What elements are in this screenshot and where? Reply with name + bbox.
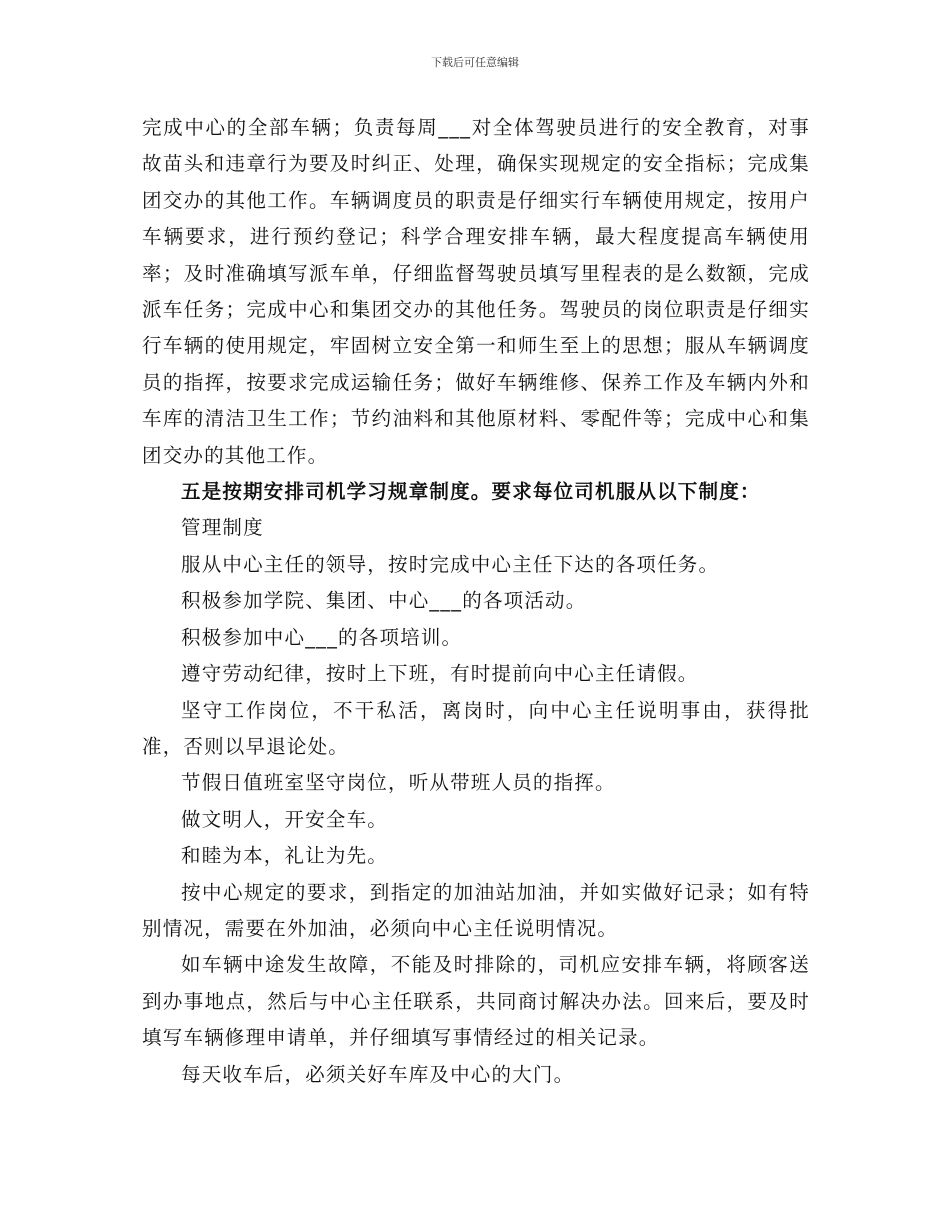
- rule-item: 如车辆中途发生故障，不能及时排除的，司机应安排车辆，将顾客送到办事地点，然后与中心主任联系，共同商讨解决办法。回来后，要及时填写车辆修理申请单，并仔细填写事情经过的相关记录。: [142, 953, 810, 1050]
- document-body: [142, 110, 810, 1093]
- paragraph-section-five-heading: 五是按期安排司机学习规章制度。要求每位司机服从以下制度：: [181, 480, 761, 504]
- rule-item: 做文明人，开安全车。: [181, 807, 389, 831]
- paragraph-management-rules-title: 管理制度: [181, 516, 264, 540]
- rule-item: 按中心规定的要求，到指定的加油站加油，并如实做好记录；如有特别情况，需要在外加油，必须向中心主任说明情况。: [142, 880, 810, 940]
- rule-item: 遵守劳动纪律，按时上下班，有时提前向中心主任请假。: [181, 662, 699, 686]
- rule-item: 每天收车后，必须关好车库及中心的大门。: [181, 1062, 575, 1086]
- page-header: 下载后可任意编辑: [431, 56, 519, 69]
- rule-item: 坚守工作岗位，不干私活，离岗时，向中心主任说明事由，获得批准，否则以早退论处。: [142, 698, 810, 758]
- rule-item: 服从中心主任的领导，按时完成中心主任下达的各项任务。: [181, 552, 720, 576]
- rule-item: 节假日值班室坚守岗位，听从带班人员的指挥。: [181, 771, 616, 795]
- rule-item: 和睦为本，礼让为先。: [181, 844, 389, 868]
- paragraph-duties: 完成中心的全部车辆；负责每周___对全体驾驶员进行的安全教育，对事故苗头和违章行为要及时纠正、处理，确保实现规定的安全指标；完成集团交办的其他工作。车辆调度员的职责是仔细实行车辆使用规定，按用户车辆要求，进行预约登记；科学合理安排车辆，最大程度提高车辆使用率；及时准确填写派车单，仔细监督驾驶员填写里程表的是么数额，完成派车任务；完成中心和集团交办的其他任务。驾驶员的岗位职责是仔细实行车辆的使用规定，牢固树立安全第一和师生至上的思想；服从车辆调度员的指挥，按要求完成运输任务；做好车辆维修、保养工作及车辆内外和车库的清洁卫生工作；节约油料和其他原材料、零配件等；完成中心和集团交办的其他工作。: [142, 116, 810, 467]
- rule-item: 积极参加学院、集团、中心___的各项活动。: [181, 589, 587, 613]
- rule-item: 积极参加中心___的各项培训。: [181, 625, 463, 649]
